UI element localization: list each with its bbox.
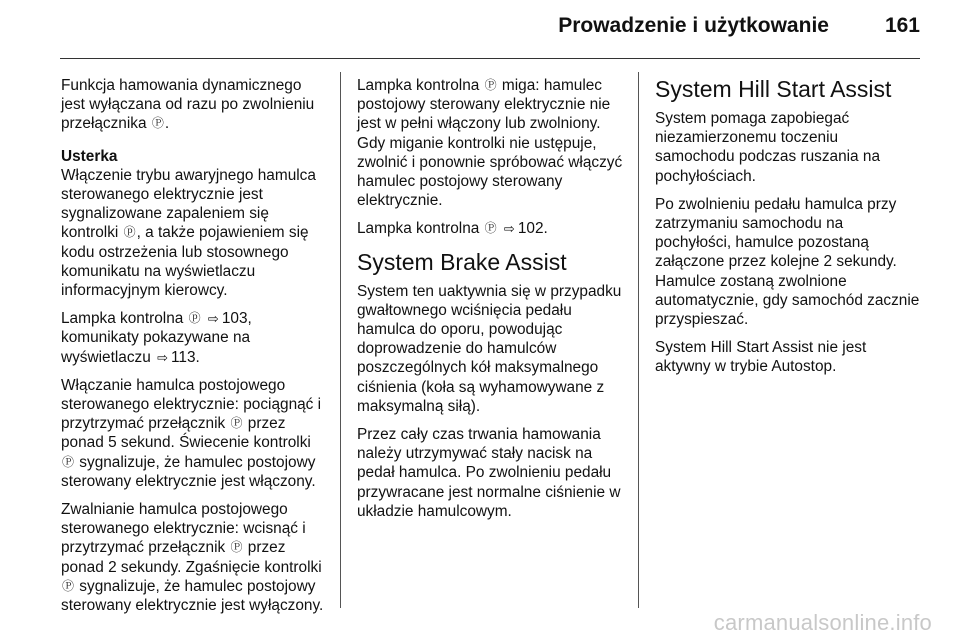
column-2 (357, 76, 629, 530)
page-number: 161 (884, 14, 920, 37)
column-divider-2 (638, 72, 639, 608)
page-ref-arrow-icon: ⇨ (207, 311, 219, 327)
heading-brake-assist: System Brake Assist (357, 248, 567, 275)
paragraph-fault: Włączenie trybu awaryjnego hamulca sterowanego elektrycznie jest sygnalizowane zapaleniem się kontrolki ⓟ, a także pojawieniem się kodu ostrzeżenia lub stosownego komunikatu na wyświetlaczu informacyjnym kierowcy. (61, 166, 316, 300)
paragraph-indicator-102: Lampka kontrolna Ⓟ ⇨ 102. (357, 220, 548, 238)
paragraph-hsa-3: System Hill Start Assist nie jest aktywny w trybie Autostop. (655, 339, 867, 376)
page-header (60, 14, 920, 48)
paragraph-release: Zwalnianie hamulca postojowego sterowanego elektrycznie: wcisnąć i przytrzymać przełącznik Ⓟ przez ponad 2 sekundy. Zgaśnięcie kontrolki Ⓟ sygnalizuje, że hamulec postojowy sterowany elektrycznie jest wyłączony. (61, 501, 324, 615)
parking-brake-icon: Ⓟ (151, 116, 164, 131)
parking-brake-icon: Ⓟ (230, 416, 243, 431)
column-3 (655, 76, 920, 386)
page-link-113[interactable]: 113. (171, 348, 200, 366)
parking-brake-icon: Ⓟ (484, 78, 497, 92)
parking-brake-icon: Ⓟ (62, 454, 75, 469)
page-link-103[interactable]: 103, komunikaty pokazywane na wyświetlaczu (61, 310, 252, 366)
paragraph-brake-assist-2: Przez cały czas trwania hamowania należy utrzymywać stały nacisk na pedał hamulca. Po zwolnieniu pedału przywracane jest normalne ciśnienie w układzie hamulcowym. (357, 426, 621, 520)
paragraph-flashing: Lampka kontrolna Ⓟ miga: hamulec postojowy sterowany elektrycznie nie jest w pełni włączony lub zwolniony. Gdy miganie kontrolki nie ustępuje, zwolnić i ponownie spróbować włączyć hamulec postojowy sterowany elektrycznie. (357, 77, 623, 210)
parking-brake-icon: Ⓟ (62, 578, 75, 593)
header-rule (60, 58, 920, 59)
heading-usterka: Usterka (61, 147, 118, 165)
brake-warning-icon: ⓟ (188, 311, 201, 326)
page-ref-arrow-icon: ⇨ (503, 221, 515, 237)
parking-brake-icon: Ⓟ (484, 221, 497, 236)
column-divider-1 (340, 72, 341, 608)
paragraph-engage: Włączanie hamulca postojowego sterowanego elektrycznie: pociągnąć i przytrzymać przełącznik Ⓟ przez ponad 5 sekund. Świecenie kontrolki Ⓟ sygnalizuje, że hamulec postojowy sterowany elektrycznie jest włączony. (61, 376, 322, 490)
page-title: Prowadzenie i użytkowanie (558, 14, 829, 37)
page-ref-arrow-icon: ⇨ (157, 349, 168, 365)
paragraph-indicator-ref: Lampka kontrolna ⓟ ⇨ 103, komunikaty pokazywane na wyświetlaczu ⇨ 113. (61, 310, 252, 366)
column-1 (61, 76, 329, 624)
paragraph-brake-assist-1: System ten uaktywnia się w przypadku gwałtownego wciśnięcia pedału hamulca do oporu, powodując doprowadzenie do hamulców poszczególnych kół maksymalnego ciśnienia (koła są wyhamowywane z maksymalną siłą). (357, 282, 622, 415)
parking-brake-icon: Ⓟ (230, 540, 243, 555)
brake-warning-icon: ⓟ (123, 225, 136, 240)
paragraph-hsa-2: Po zwolnieniu pedału hamulca przy zatrzymaniu samochodu na pochyłości, hamulce pozostaną załączone przez kolejne 2 sekundy. Hamulce zostaną zwolnione automatycznie, gdy samochód zacznie przyspieszać. (655, 195, 920, 329)
watermark: carmanualsonline.info (713, 610, 932, 635)
page-link-102[interactable]: 102. (517, 220, 548, 238)
paragraph-dynamic-braking: Funkcja hamowania dynamicznego jest wyłączana od razu po zwolnieniu przełącznika Ⓟ. (61, 77, 315, 133)
paragraph-hsa-1: System pomaga zapobiegać niezamierzonemu toczeniu samochodu podczas ruszania na pochyłościach. (655, 110, 881, 185)
heading-hill-start-assist: System Hill Start Assist (655, 76, 892, 102)
